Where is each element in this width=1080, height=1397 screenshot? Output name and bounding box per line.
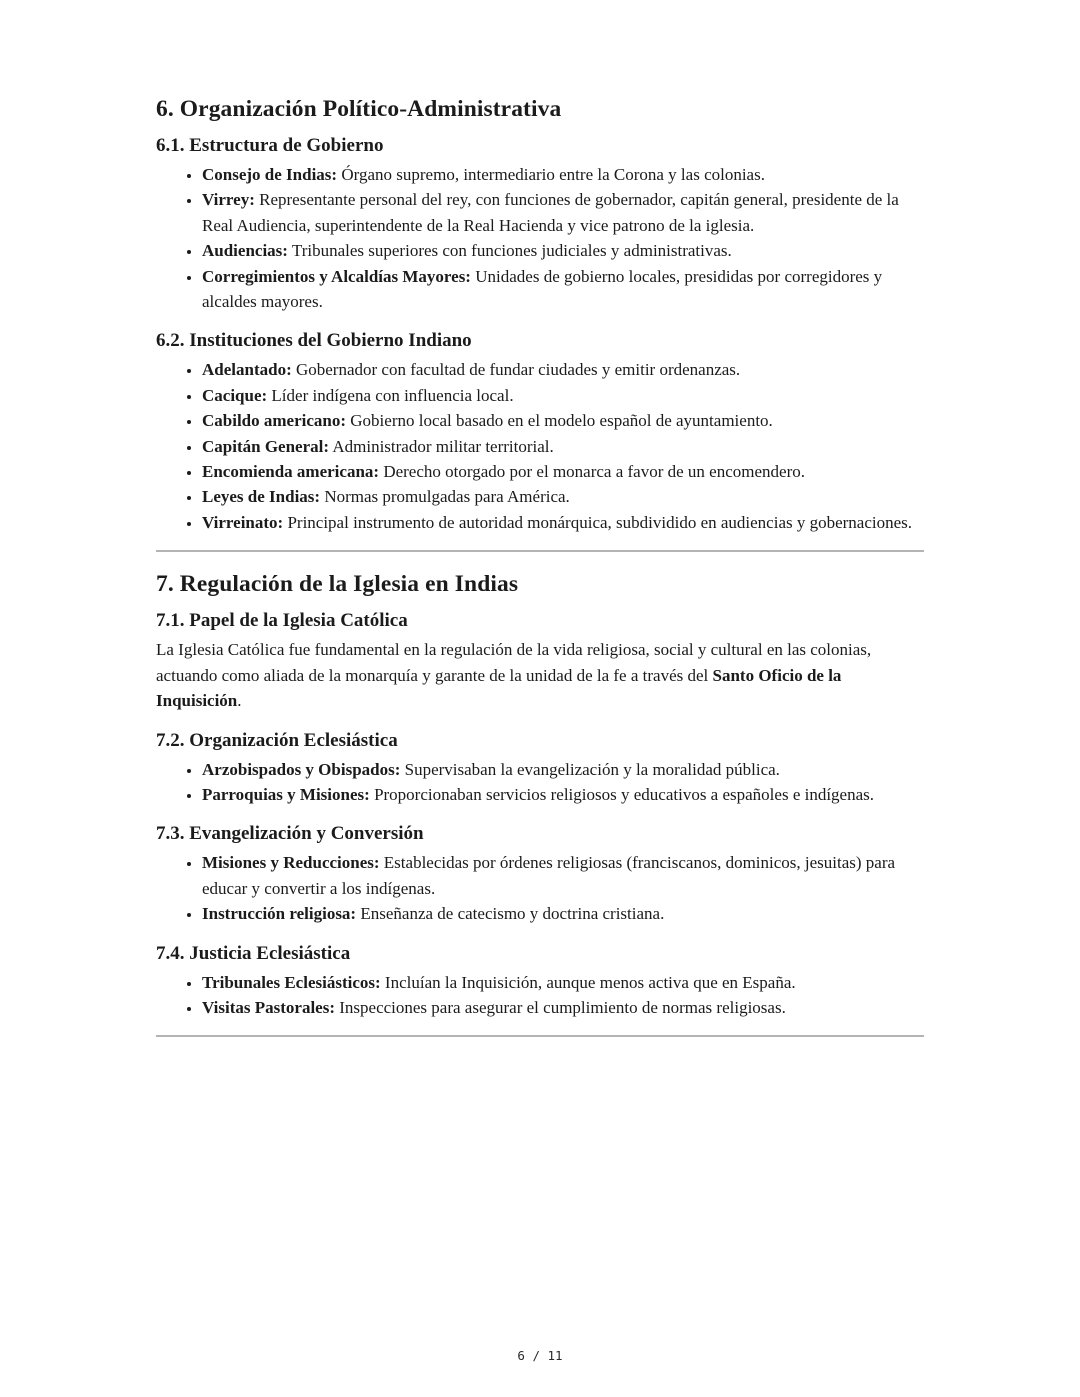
paragraph-text: La Iglesia Católica fue fundamental en la regulación de la vida religiosa, social y cultural en las colonias, actuando como aliada de la monarquía y garante de la unidad de la fe a través del <box>156 640 872 685</box>
section-6-title: 6. Organización Político-Administrativa <box>156 96 562 122</box>
list-item <box>202 970 924 995</box>
item-term: Cabildo americano: <box>202 411 347 431</box>
bullet-list-6-2 <box>156 357 924 535</box>
item-desc: Normas promulgadas para América. <box>324 487 570 507</box>
item-desc: Gobierno local basado en el modelo español de ayuntamiento. <box>350 411 773 431</box>
item-term: Audiencias: <box>202 241 288 261</box>
subsection-7-2 <box>156 728 924 808</box>
subsection-6-1-title: 6.1. Estructura de Gobierno <box>156 135 384 156</box>
paragraph-bold-text: Santo Oficio de la Inquisición <box>156 665 842 711</box>
item-desc: Gobernador con facultad de fundar ciudades y emitir ordenanzas. <box>295 360 741 380</box>
subsection-6-2 <box>156 328 924 535</box>
bullet-list-6-1 <box>156 162 924 314</box>
bullet-list-7-2 <box>156 757 924 808</box>
list-item <box>202 459 924 484</box>
item-term: Virreinato: <box>202 512 284 532</box>
item-desc: Principal instrumento de autoridad monárquica, subdividido en audiencias y gobernaciones. <box>287 512 913 532</box>
section-regulacion-iglesia <box>156 570 924 1020</box>
item-desc: Tribunales superiores con funciones judiciales y administrativas. <box>291 241 732 261</box>
item-desc: Administrador militar territorial. <box>332 436 554 456</box>
item-desc: Representante personal del rey, con funciones de gobernador, capitán general, presidente de la Real Audiencia, superintendente de la Real Hacienda y vice patrono de la iglesia. <box>202 190 899 235</box>
item-desc: Supervisaban la evangelización y la moralidad pública. <box>404 759 780 779</box>
subsection-7-4-title: 7.4. Justicia Eclesiástica <box>156 942 351 964</box>
section-politico-administrativa <box>156 95 924 535</box>
item-term: Adelantado: <box>202 360 292 380</box>
list-item <box>202 357 924 382</box>
item-term: Cacique: <box>202 385 268 405</box>
item-term: Leyes de Indias: <box>202 487 321 507</box>
list-item <box>202 901 924 926</box>
item-term: Consejo de Indias: <box>202 165 338 184</box>
page-footer <box>0 1348 1080 1363</box>
list-item <box>202 995 924 1020</box>
item-desc: Proporcionaban servicios religiosos y educativos a españoles e indígenas. <box>374 784 875 804</box>
subsection-6-1 <box>156 133 924 314</box>
item-term: Corregimientos y Alcaldías Mayores: <box>202 266 471 286</box>
list-item <box>202 162 924 187</box>
subsection-7-3 <box>156 821 924 926</box>
subsection-7-4 <box>156 941 924 1021</box>
list-item <box>202 757 924 782</box>
item-term: Capitán General: <box>202 436 330 456</box>
item-desc: Incluían la Inquisición, aunque menos activa que en España. <box>384 972 796 992</box>
item-term: Arzobispados y Obispados: <box>202 759 401 779</box>
paragraph-text-end: . <box>237 691 242 711</box>
subsection-7-2-title: 7.2. Organización Eclesiástica <box>156 729 398 751</box>
item-term: Misiones y Reducciones: <box>202 853 380 873</box>
item-desc: Enseñanza de catecismo y doctrina cristiana. <box>360 904 665 924</box>
subsection-7-1-title: 7.1. Papel de la Iglesia Católica <box>156 610 408 632</box>
section-divider <box>156 550 924 552</box>
item-desc: Establecidas por órdenes religiosas (franciscanos, dominicos, jesuitas) para educar y convertir a los indígenas. <box>202 853 896 898</box>
page-number: 6 / 11 <box>517 1348 563 1363</box>
list-item <box>202 264 924 315</box>
bullet-list-7-4 <box>156 970 924 1021</box>
subsection-7-3-title: 7.3. Evangelización y Conversión <box>156 823 424 845</box>
item-desc: Órgano supremo, intermediario entre la Corona y las colonias. <box>341 165 765 184</box>
paragraph-iglesia-catolica <box>156 637 924 713</box>
item-term: Tribunales Eclesiásticos: <box>202 972 381 992</box>
list-item <box>202 782 924 807</box>
list-item <box>202 484 924 509</box>
list-item <box>202 850 924 901</box>
item-term: Instrucción religiosa: <box>202 904 357 924</box>
subsection-6-2-title: 6.2. Instituciones del Gobierno Indiano <box>156 330 472 352</box>
item-term: Parroquias y Misiones: <box>202 784 370 804</box>
item-desc: Inspecciones para asegurar el cumplimiento de normas religiosas. <box>339 997 786 1017</box>
item-desc: Unidades de gobierno locales, presididas por corregidores y alcaldes mayores. <box>202 266 883 312</box>
item-desc: Líder indígena con influencia local. <box>271 385 514 405</box>
list-item <box>202 187 924 238</box>
section-divider-end <box>156 1035 924 1037</box>
subsection-7-1 <box>156 608 924 713</box>
item-term: Virrey: <box>202 190 255 210</box>
list-item <box>202 434 924 459</box>
list-item <box>202 238 924 263</box>
item-desc: Derecho otorgado por el monarca a favor de un encomendero. <box>383 462 805 482</box>
list-item <box>202 408 924 433</box>
bullet-list-7-3 <box>156 850 924 926</box>
list-item <box>202 510 924 535</box>
list-item <box>202 383 924 408</box>
item-term: Visitas Pastorales: <box>202 997 335 1017</box>
item-term: Encomienda americana: <box>202 462 380 482</box>
section-7-title: 7. Regulación de la Iglesia en Indias <box>156 571 519 598</box>
